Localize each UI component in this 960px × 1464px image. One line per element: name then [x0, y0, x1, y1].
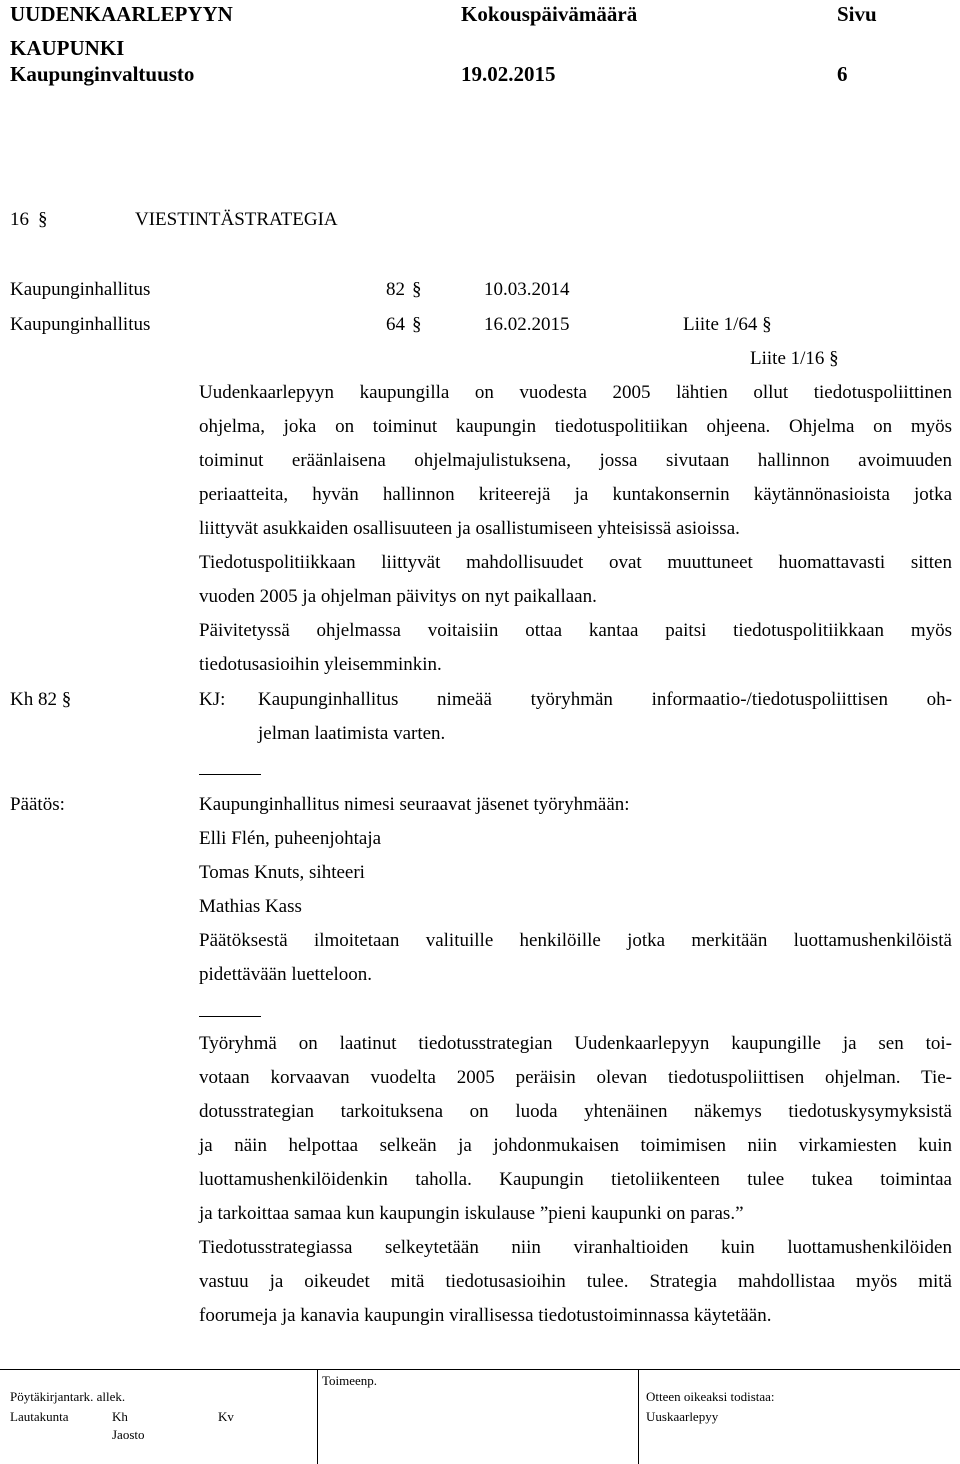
history-para-1: § — [412, 279, 422, 300]
decision-line-3: Tomas Knuts, sihteeri — [199, 862, 365, 883]
intro-line-2: ohjelma, joka on toiminut kaupungin tiedotuspolitiikan ohjeena. Ohjelma on myös — [199, 416, 952, 437]
footer-minutes-check-label: Pöytäkirjantark. allek. — [10, 1389, 126, 1404]
footer-col-lautakunta: Lautakunta — [10, 1409, 69, 1424]
footer-col-jaosto: Jaosto — [112, 1427, 145, 1442]
appendix-reference: Liite 1/16 § — [750, 348, 839, 369]
intro-line-9: tiedotusasioihin yleisemminkin. — [199, 654, 442, 675]
header-page-label: Sivu — [837, 2, 877, 26]
header-date-label: Kokouspäivämäärä — [461, 2, 638, 26]
history-para-2: § — [412, 314, 422, 335]
header-org-line1: UUDENKAARLEPYYN — [10, 2, 233, 26]
footer-certified-label: Otteen oikeaksi todistaa: — [646, 1389, 775, 1404]
header-page-number: 6 — [837, 62, 848, 86]
section-paragraph-sign: § — [38, 209, 48, 230]
history-date-1: 10.03.2014 — [484, 279, 570, 300]
intro-line-6: Tiedotuspolitiikkaan liittyvät mahdollisuudet ovat muuttuneet huomattavasti sitten — [199, 552, 952, 573]
intro-line-5: liittyvät asukkaiden osallisuuteen ja osallistumiseen yhteisissä asioissa. — [199, 518, 740, 539]
intro-line-1: Uudenkaarlepyyn kaupungilla on vuodesta 2005 lähtien ollut tiedotuspoliittinen — [199, 382, 952, 403]
body-line-1: Työryhmä on laatinut tiedotusstrategian Uudenkaarlepyyn kaupungille ja sen toi- — [199, 1033, 952, 1054]
footer-col-kh: Kh — [112, 1409, 128, 1424]
footer-place: Uuskaarlepyy — [646, 1409, 719, 1424]
footer-action-label: Toimeenp. — [322, 1373, 378, 1388]
section-title: VIESTINTÄSTRATEGIA — [135, 209, 338, 230]
body-line-9: foorumeja ja kanavia kaupungin virallisessa tiedotustoiminnassa käytetään. — [199, 1305, 772, 1326]
history-num-2: 64 — [386, 314, 405, 335]
body-line-6: ja tarkoittaa samaa kun kaupungin iskulause ”pieni kaupunki on paras.” — [199, 1203, 744, 1224]
intro-line-8: Päivitetyssä ohjelmassa voitaisiin ottaa kantaa paitsi tiedotuspolitiikkaan myös — [199, 620, 952, 641]
kh-proposal-line-1: Kaupunginhallitus nimeää työryhmän informaatio-/tiedotuspoliittisen oh- — [258, 689, 952, 710]
history-num-1: 82 — [386, 279, 405, 300]
history-date-2: 16.02.2015 — [484, 314, 570, 335]
header-body: Kaupunginvaltuusto — [10, 62, 195, 86]
history-body-2: Kaupunginhallitus — [10, 314, 151, 335]
footer-divider-left — [317, 1369, 318, 1464]
body-line-7: Tiedotusstrategiassa selkeytetään niin viranhaltioiden kuin luottamushenkilöiden — [199, 1237, 952, 1258]
body-line-3: dotusstrategian tarkoituksena on luoda yhtenäinen näkemys tiedotuskysymyksistä — [199, 1101, 952, 1122]
body-line-8: vastuu ja oikeudet mitä tiedotusasioihin tulee. Strategia mahdollistaa myös mitä — [199, 1271, 952, 1292]
separator-rule-2 — [199, 1016, 261, 1017]
intro-line-4: periaatteita, hyvän hallinnon kriteerejä ja kuntakonsernin käytännönasioista jotka — [199, 484, 952, 505]
decision-line-4: Mathias Kass — [199, 896, 302, 917]
kh-label: Kh 82 § — [10, 689, 72, 710]
decision-label: Päätös: — [10, 794, 65, 815]
separator-rule-1 — [199, 774, 261, 775]
footer-divider-right — [638, 1369, 639, 1464]
history-body-1: Kaupunginhallitus — [10, 279, 151, 300]
kh-proposal-line-2: jelman laatimista varten. — [258, 723, 446, 744]
footer-col-kv: Kv — [218, 1409, 234, 1424]
history-appendix-2: Liite 1/64 § — [683, 314, 772, 335]
footer-top-rule — [0, 1369, 960, 1370]
intro-line-3: toiminut eräänlaisena ohjelmajulistuksena, jossa sivutaan hallinnon avoimuuden — [199, 450, 952, 471]
decision-line-2: Elli Flén, puheenjohtaja — [199, 828, 382, 849]
decision-line-1: Kaupunginhallitus nimesi seuraavat jäsenet työryhmään: — [199, 794, 630, 815]
header-date: 19.02.2015 — [461, 62, 556, 86]
decision-line-5: Päätöksestä ilmoitetaan valituille henkilöille jotka merkitään luottamushenkilöistä — [199, 930, 952, 951]
section-number: 16 — [10, 209, 29, 230]
intro-line-7: vuoden 2005 ja ohjelman päivitys on nyt paikallaan. — [199, 586, 597, 607]
header-org-line2: KAUPUNKI — [10, 36, 125, 60]
kj-label: KJ: — [199, 689, 226, 710]
body-line-2: votaan korvaavan vuodelta 2005 peräisin olevan tiedotuspoliittisen ohjelman. Tie- — [199, 1067, 952, 1088]
body-line-5: luottamushenkilöidenkin taholla. Kaupungin tietoliikenteen tulee tukea toimintaa — [199, 1169, 952, 1190]
decision-line-6: pidettävään luetteloon. — [199, 964, 373, 985]
body-line-4: ja näin helpottaa selkeän ja johdonmukaisen toimimisen niin virkamiesten kuin — [199, 1135, 952, 1156]
